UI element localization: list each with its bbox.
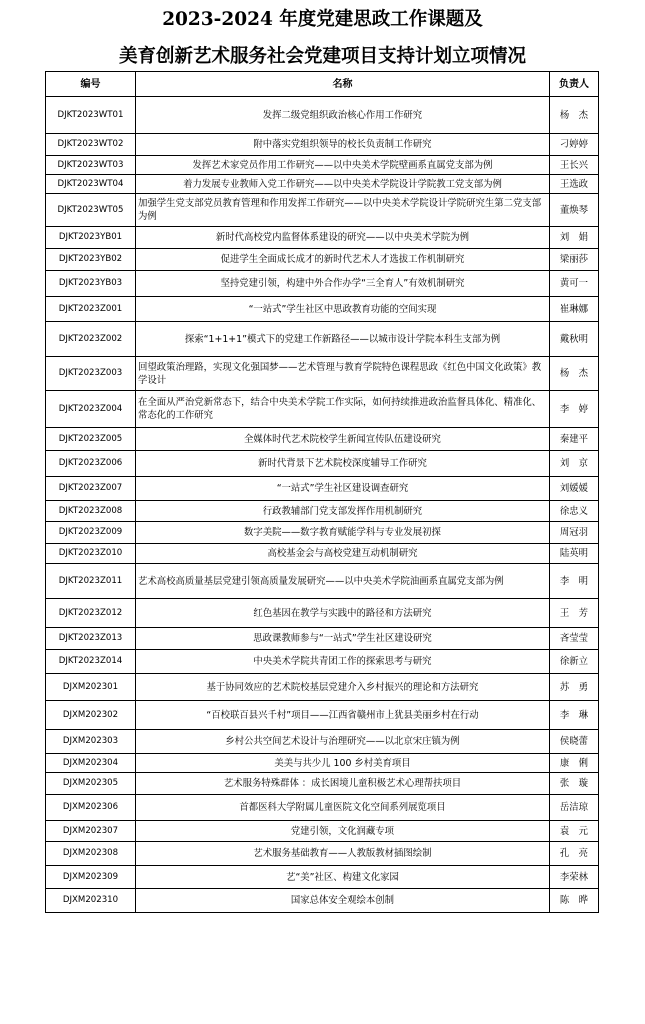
project-code: DJKT2023WT05: [46, 194, 136, 227]
project-name: 发挥艺术家党员作用工作研究——以中央美术学院壁画系直属党支部为例: [136, 156, 550, 175]
table-row: [46, 156, 599, 175]
project-name: 促进学生全面成长成才的新时代艺术人才选拔工作机制研究: [136, 249, 550, 271]
project-lead: 周冠羽: [550, 522, 599, 544]
project-name: 美美与共少儿 100 乡村美育项目: [136, 754, 550, 773]
project-lead: 刁婷婷: [550, 134, 599, 156]
table-row: [46, 501, 599, 522]
project-code: DJXM202301: [46, 674, 136, 701]
project-lead: 陈 晔: [550, 889, 599, 913]
table-row: [46, 271, 599, 297]
project-code: DJKT2023Z009: [46, 522, 136, 544]
project-name: 在全面从严治党新常态下，结合中央美术学院工作实际，如何持续推进政治监督具体化、精准化、常态化的工作研究: [136, 391, 550, 428]
table-row: [46, 889, 599, 913]
project-code: DJKT2023WT03: [46, 156, 136, 175]
project-code: DJKT2023Z007: [46, 477, 136, 501]
project-name: 乡村公共空间艺术设计与治理研究——以北京宋庄镇为例: [136, 730, 550, 754]
table-row: [46, 773, 599, 795]
project-name: 艺术服务特殊群体 ：成长困境儿童积极艺术心理帮扶项目: [136, 773, 550, 795]
project-name: 数字美院——数字教育赋能学科与专业发展初探: [136, 522, 550, 544]
project-code: DJKT2023Z012: [46, 599, 136, 628]
project-code: DJXM202304: [46, 754, 136, 773]
table-row: [46, 842, 599, 866]
table-row: [46, 701, 599, 730]
project-lead: 李荣林: [550, 866, 599, 889]
project-name: 着力发展专业教师入党工作研究——以中央美术学院设计学院教工党支部为例: [136, 175, 550, 194]
project-name: 党建引领，文化润藏专项: [136, 821, 550, 842]
project-name: 红色基因在教学与实践中的路径和方法研究: [136, 599, 550, 628]
table-row: [46, 297, 599, 322]
project-code: DJXM202306: [46, 795, 136, 821]
project-code: DJKT2023WT02: [46, 134, 136, 156]
table-row: [46, 821, 599, 842]
project-lead: 刘媛媛: [550, 477, 599, 501]
project-code: DJXM202302: [46, 701, 136, 730]
table-row: [46, 175, 599, 194]
table-row: [46, 754, 599, 773]
project-lead: 杨 杰: [550, 97, 599, 134]
project-code: DJKT2023YB01: [46, 227, 136, 249]
project-lead: 王 芳: [550, 599, 599, 628]
project-name: 回望政策治理路，实现文化强国梦——艺术管理与教育学院特色课程思政《红色中国文化政策》教学设计: [136, 357, 550, 391]
project-lead: 李 明: [550, 564, 599, 599]
table-row: [46, 357, 599, 391]
project-name: 探索“1+1+1”模式下的党建工作新路径——以城市设计学院本科生支部为例: [136, 322, 550, 357]
project-lead: 孔 亮: [550, 842, 599, 866]
project-code: DJKT2023WT01: [46, 97, 136, 134]
project-code: DJKT2023Z005: [46, 428, 136, 451]
table-row: [46, 674, 599, 701]
project-name: 艺术高校高质量基层党建引领高质量发展研究——以中央美术学院油画系直属党支部为例: [136, 564, 550, 599]
table-row: [46, 564, 599, 599]
project-name: 加强学生党支部党员教育管理和作用发挥工作研究——以中央美术学院设计学院研究生第二党支部为例: [136, 194, 550, 227]
table-row: [46, 628, 599, 650]
project-code: DJKT2023Z003: [46, 357, 136, 391]
project-lead: 刘 京: [550, 451, 599, 477]
table-row: [46, 428, 599, 451]
table-row: [46, 134, 599, 156]
table-row: [46, 227, 599, 249]
table-row: [46, 322, 599, 357]
header-name: 名称: [136, 72, 550, 97]
project-code: DJKT2023YB02: [46, 249, 136, 271]
table-body: [46, 97, 599, 913]
project-code: DJXM202305: [46, 773, 136, 795]
project-name: 首都医科大学附属儿童医院文化空间系列展览项目: [136, 795, 550, 821]
header-lead: 负责人: [550, 72, 599, 97]
project-code: DJXM202310: [46, 889, 136, 913]
project-code: DJKT2023Z001: [46, 297, 136, 322]
table-row: [46, 544, 599, 564]
project-lead: 徐新立: [550, 650, 599, 674]
project-lead: 苏 勇: [550, 674, 599, 701]
project-code: DJXM202303: [46, 730, 136, 754]
project-name: 行政教辅部门党支部发挥作用机制研究: [136, 501, 550, 522]
table-row: [46, 477, 599, 501]
project-lead: 吝莹莹: [550, 628, 599, 650]
project-code: DJXM202307: [46, 821, 136, 842]
project-code: DJXM202308: [46, 842, 136, 866]
project-name: 中央美术学院共青团工作的探索思考与研究: [136, 650, 550, 674]
project-name: “一站式”学生社区建设调查研究: [136, 477, 550, 501]
project-lead: 李 琳: [550, 701, 599, 730]
project-code: DJKT2023Z002: [46, 322, 136, 357]
project-lead: 王选政: [550, 175, 599, 194]
table-row: [46, 599, 599, 628]
project-lead: 梁丽莎: [550, 249, 599, 271]
project-code: DJKT2023WT04: [46, 175, 136, 194]
table-row: [46, 97, 599, 134]
project-name: 坚持党建引领，构建中外合作办学“三全育人”有效机制研究: [136, 271, 550, 297]
project-code: DJKT2023YB03: [46, 271, 136, 297]
project-lead: 黄可一: [550, 271, 599, 297]
table-row: [46, 451, 599, 477]
project-code: DJKT2023Z004: [46, 391, 136, 428]
table-row: [46, 194, 599, 227]
project-lead: 张 璇: [550, 773, 599, 795]
project-lead: 侯晓蕾: [550, 730, 599, 754]
header-code: 编号: [46, 72, 136, 97]
project-code: DJKT2023Z010: [46, 544, 136, 564]
project-lead: 秦建平: [550, 428, 599, 451]
table-row: [46, 522, 599, 544]
project-code: DJKT2023Z014: [46, 650, 136, 674]
project-name: 全媒体时代艺术院校学生新闻宣传队伍建设研究: [136, 428, 550, 451]
project-code: DJXM202309: [46, 866, 136, 889]
project-name: “一站式”学生社区中思政教育功能的空间实现: [136, 297, 550, 322]
project-lead: 康 俐: [550, 754, 599, 773]
table-row: [46, 249, 599, 271]
project-lead: 徐忠义: [550, 501, 599, 522]
project-lead: 戴秋明: [550, 322, 599, 357]
project-lead: 董焕琴: [550, 194, 599, 227]
project-code: DJKT2023Z011: [46, 564, 136, 599]
project-lead: 李 婷: [550, 391, 599, 428]
project-table: [45, 71, 599, 913]
document-title-line1: 2023-2024 年度党建思政工作课题及: [162, 9, 483, 30]
table-row: [46, 650, 599, 674]
project-code: DJKT2023Z008: [46, 501, 136, 522]
project-code: DJKT2023Z006: [46, 451, 136, 477]
project-code: DJKT2023Z013: [46, 628, 136, 650]
project-name: 艺“美”社区、构建文化家园: [136, 866, 550, 889]
table-row: [46, 730, 599, 754]
project-name: 艺术服务基础教育——人教版教材插图绘制: [136, 842, 550, 866]
table-row: [46, 391, 599, 428]
project-lead: 崔琳娜: [550, 297, 599, 322]
project-name: 基于协同效应的艺术院校基层党建介入乡村振兴的理论和方法研究: [136, 674, 550, 701]
project-lead: 杨 杰: [550, 357, 599, 391]
project-lead: 袁 元: [550, 821, 599, 842]
project-name: 国家总体安全观绘本创制: [136, 889, 550, 913]
table-row: [46, 795, 599, 821]
project-lead: 王长兴: [550, 156, 599, 175]
project-name: 思政课教师参与“一站式”学生社区建设研究: [136, 628, 550, 650]
project-name: “百校联百县兴千村”项目——江西省赣州市上犹县美丽乡村在行动: [136, 701, 550, 730]
project-lead: 陆英明: [550, 544, 599, 564]
table-header-row: [46, 72, 599, 97]
project-name: 新时代背景下艺术院校深度辅导工作研究: [136, 451, 550, 477]
project-lead: 刘 娟: [550, 227, 599, 249]
project-lead: 岳洁琼: [550, 795, 599, 821]
project-name: 新时代高校党内监督体系建设的研究——以中央美术学院为例: [136, 227, 550, 249]
project-name: 发挥二级党组织政治核心作用工作研究: [136, 97, 550, 134]
document-title-line2: 美育创新艺术服务社会党建项目支持计划立项情况: [118, 46, 526, 67]
table-row: [46, 866, 599, 889]
project-name: 附中落实党组织领导的校长负责制工作研究: [136, 134, 550, 156]
project-name: 高校基金会与高校党建互动机制研究: [136, 544, 550, 564]
